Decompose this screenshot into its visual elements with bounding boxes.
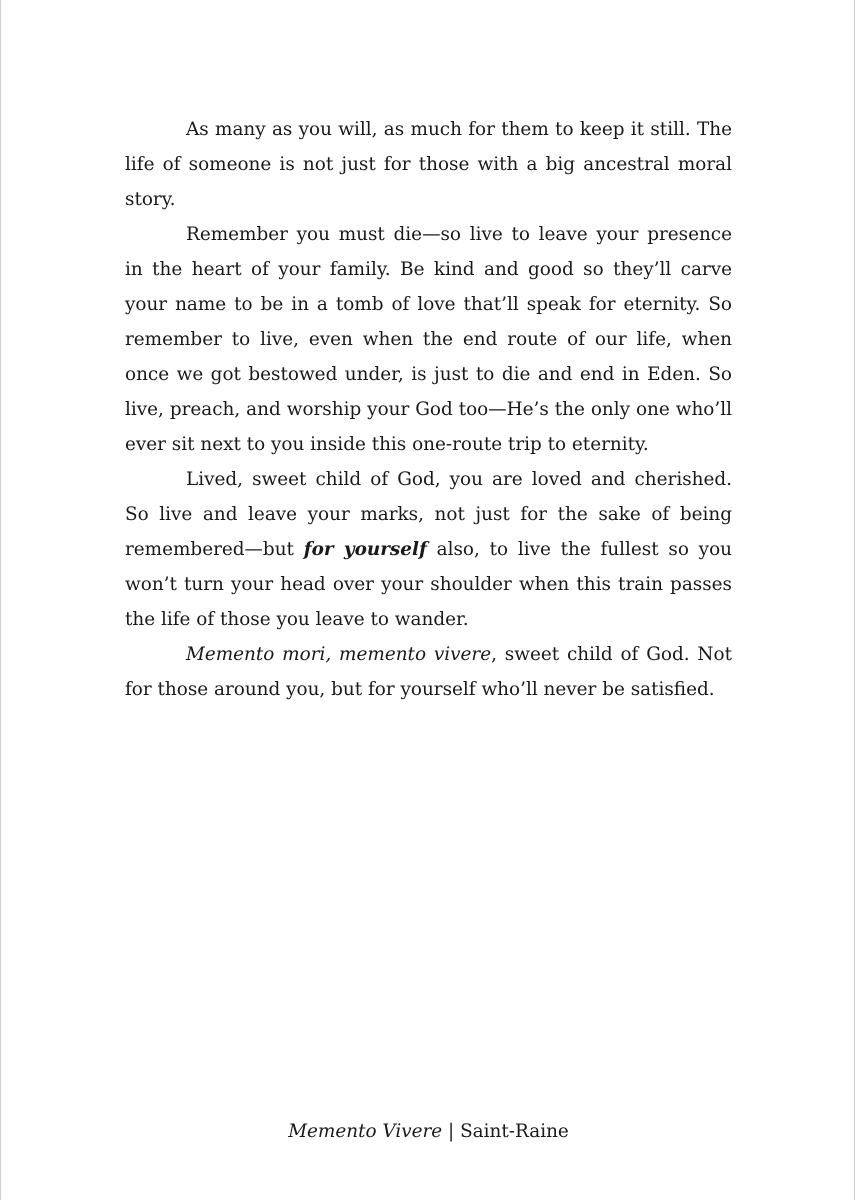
paragraph-3-text-start: Lived, sweet child of God, you are loved and cherished. So live and leave your marks, not just for the sake of being remembered—but — [125, 469, 732, 560]
footer-separator: | — [442, 1121, 461, 1142]
paragraph-2-text: Remember you must die—so live to leave your presence in the heart of your family. Be kind and good so they’ll carve your name to be in a tomb of love that’ll speak for eternity. So remember to live, even when the end route of our life, when once we got bestowed under, is just to die and end in Eden. So live, preach, and worship your God too—He’s the only one who’ll ever sit next to you inside this one-route trip to eternity. — [125, 224, 732, 455]
paragraph-1 — [125, 112, 732, 217]
paragraph-1-text: As many as you will, as much for them to keep it still. The life of someone is not just for those with a big ancestral moral story. — [125, 119, 732, 210]
paragraph-2 — [125, 217, 732, 462]
paragraph-4-latin-phrase: Memento mori, memento vivere — [186, 644, 492, 665]
paragraph-4-text: , sweet child of God. Not for those around you, but for yourself who’ll never be satisfied. — [125, 644, 732, 700]
page-footer — [1, 1118, 855, 1146]
footer-author: Saint-Raine — [460, 1121, 569, 1142]
paragraph-3-text-end: also, to live the fullest so you won’t turn your head over your shoulder when this train passes the life of those you leave to wander. — [125, 539, 732, 630]
paragraph-3 — [125, 462, 732, 637]
footer-book-title: Memento Vivere — [288, 1121, 443, 1142]
body-text — [125, 112, 732, 707]
paragraph-3-emphasis: for yourself — [303, 539, 427, 560]
paragraph-4 — [125, 637, 732, 707]
